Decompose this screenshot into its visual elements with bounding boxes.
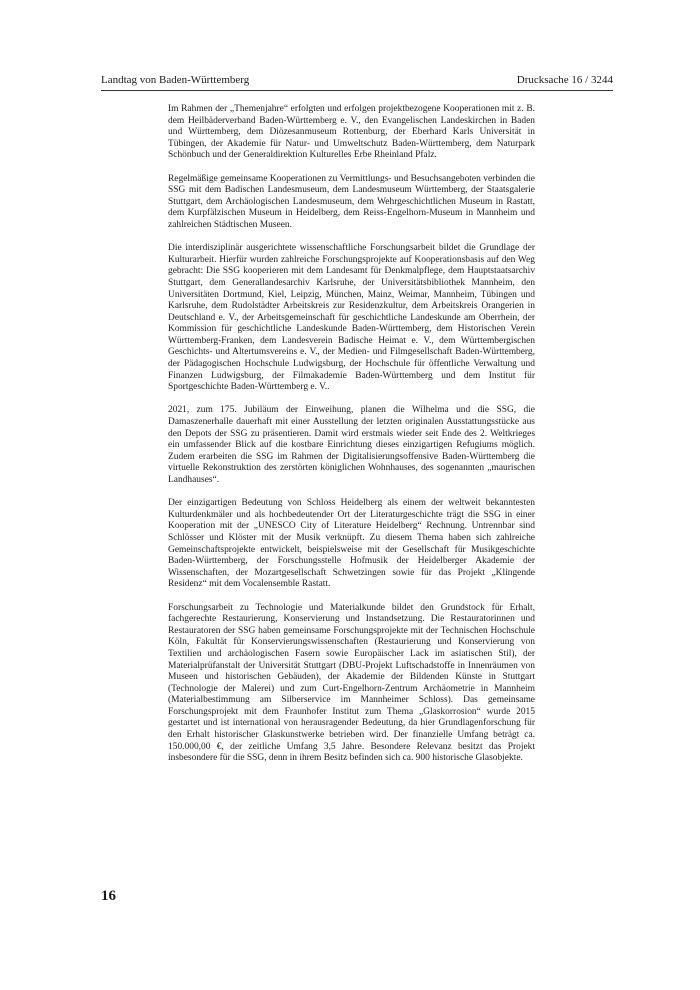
header-divider xyxy=(101,90,613,91)
paragraph-museum-cooperations: Regelmäßige gemeinsame Kooperationen zu Vermittlungs- und Besuchsangeboten verbinden die SSG mit dem Badischen Landesmuseum, dem Landesmuseum Württemberg, der Staatsgalerie Stuttgart, dem Archäologischen Landesmuseum, dem Wehrgeschichtlichen Museum in Rastatt, dem Kurpfälzischen Museum in Heidelberg, dem Reiss-Engelhorn-Museum in Mannheim und zahlreichen Städtischen Museen. xyxy=(168,173,535,230)
header-parliament: Landtag von Baden-Württemberg xyxy=(101,74,250,86)
header-document-number: Drucksache 16 / 3244 xyxy=(516,74,613,86)
running-header xyxy=(101,73,613,89)
paragraph-themenjahre: Im Rahmen der „Themenjahre“ erfolgten und erfolgen projektbezogene Kooperationen mit z. B. dem Heilbäderverband Baden-Württemberg e. V., den Evangelischen Landeskirchen in Baden und Württemberg, dem Diözesanmuseum Rottenburg, der Eberhard Karls Universität in Tübingen, der Akademie für Natur- und Umweltschutz Baden-Württemberg, dem Naturpark Schönbuch und der Generaldirektion Kulturelles Erbe Rheinland Pfalz. xyxy=(168,104,535,161)
paragraph-schloss-heidelberg: Der einzigartigen Bedeutung von Schloss Heidelberg als einem der weltweit bekanntesten Kulturdenkmäler und als hochbedeutender Ort der Literaturgeschichte trägt die SSG in einer Kooperation mit der „UNESCO City of Literature Heidelberg“ Rechnung. Untrennbar sind Schlösser und Klöster mit der Musik verknüpft. Zu diesem Thema haben sich zahlreiche Gemeinschaftsprojekte entwickelt, beispielsweise mit der Gesellschaft für Musikgeschichte Baden-Württemberg, der Forschungsstelle Hofmusik der Heidelberger Akademie der Wissenschaften, der Mozartgesellschaft Schwetzingen sowie für das Projekt „Klingende Residenz“ mit dem Vocalensemble Rastatt. xyxy=(168,498,535,590)
body-text xyxy=(168,104,535,776)
paragraph-research-cooperations: Die interdisziplinär ausgerichtete wissenschaftliche Forschungsarbeit bildet die Grundlage der Kulturarbeit. Hierfür wurden zahlreiche Forschungsprojekte auf Kooperationsbasis auf den Weg gebracht: Die SSG kooperieren mit dem Landesamt für Denkmalpflege, dem Hauptstaatsarchiv Stuttgart, dem Generallandesarchiv Karlsruhe, der Universitätsbibliothek Mannheim, den Universitäten Dortmund, Kiel, Leipzig, München, Mainz, Weimar, Mannheim, Tübingen und Karlsruhe, dem Rudolstädter Arbeitskreis zur Residenzkultur, dem Arbeitskreis Orangerien in Deutschland e. V., der Arbeitsgemeinschaft für geschichtliche Landeskunde am Oberrhein, der Kommission für geschichtliche Landeskunde Baden-Württemberg, dem Historischen Verein Württemberg-Franken, dem Landesverein Badische Heimat e. V., dem Württembergischen Geschichts- und Altertumsvereins e. V., der Medien- und Filmgesellschaft Baden-Württemberg, der Pädagogischen Hochschule Ludwigsburg, der Hochschule für öffentliche Verwaltung und Finanzen Ludwigsburg, der Filmakademie Baden-Württemberg und dem Institut für Sportgeschichte Baden-Württemberg e. V.. xyxy=(168,243,535,393)
page-number: 16 xyxy=(101,888,116,904)
paragraph-materials-research: Forschungsarbeit zu Technologie und Materialkunde bildet den Grundstock für Erhalt, fachgerechte Restaurierung, Konservierung und Instandsetzung. Die Restauratorinnen und Restauratoren der SSG haben gemeinsame Forschungsprojekte mit der Technischen Hochschule Köln, Fakultät für Konservierungswissenschaften (Restaurierung und Konservierung von Textilien und archäologischen Fasern sowie Europäischer Lack im asiatischen Stil), der Materialprüfanstalt der Universität Stuttgart (DBU-Projekt Luftschadstoffe in Innenräumen von Museen und historischen Gebäuden), der Akademie der Bildenden Künste in Stuttgart (Technologie der Malerei) und zum Curt-Engelhorn-Zentrum Archäometrie in Mannheim (Materialbestimmung am Silberservice im Mannheimer Schloss). Das gemeinsame Forschungsprojekt mit dem Fraunhofer Institut zum Thema „Glaskorrosion“ wurde 2015 gestartet und ist international von herausragender Bedeutung, da hier Grundlagenforschung für den Erhalt historischer Glaskunstwerke betrieben wird. Der finanzielle Umfang beträgt ca. 150.000,00 €, der zeitliche Umfang 3,5 Jahre. Besondere Relevanz besitzt das Projekt insbesondere für die SSG, denn in ihrem Besitz befinden sich ca. 900 historische Glasobjekte. xyxy=(168,602,535,764)
paragraph-wilhelma-jubilee: 2021, zum 175. Jubiläum der Einweihung, planen die Wilhelma und die SSG, die Damaszenerhalle dauerhaft mit einer Ausstellung der letzten originalen Ausstattungsstücke aus den Depots der SSG zu präsentieren. Damit wird erstmals wieder seit Ende des 2. Weltkrieges ein umfassender Blick auf die kostbare Einrichtung dieses einzigartigen Refugiums möglich. Zudem erarbeiten die SSG im Rahmen der Digitalisierungsoffensive Baden-Württemberg die virtuelle Rekonstruktion des zerstörten königlichen Wohnhauses, des sogenannten „maurischen Landhauses“. xyxy=(168,405,535,485)
